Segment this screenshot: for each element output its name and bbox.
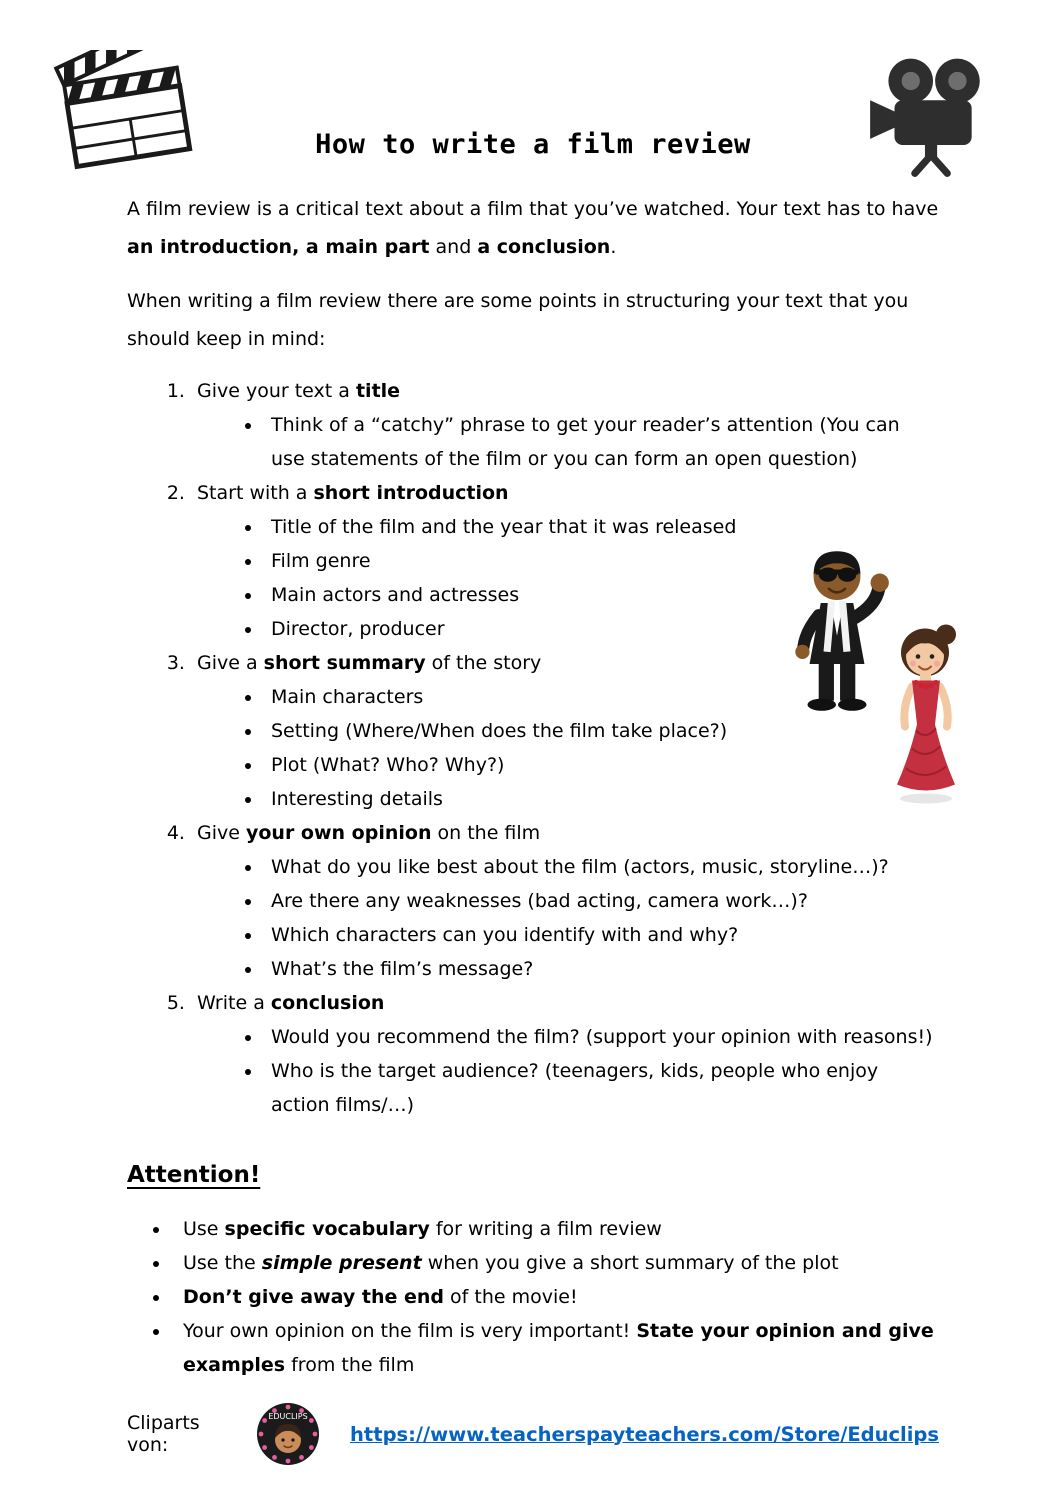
sub-bullet bbox=[263, 510, 939, 544]
structure-item-1-text: Give your text a title bbox=[197, 380, 401, 402]
attention-bullet-3 bbox=[171, 1280, 939, 1314]
sub-bullet-text: Are there any weaknesses (bad acting, camera work…)? bbox=[271, 890, 808, 912]
structure-item-4 bbox=[191, 816, 939, 986]
sub-bullet-text: What do you like best about the film (actors, music, storyline…)? bbox=[271, 856, 889, 878]
sub-bullet-text: Director, producer bbox=[271, 618, 445, 640]
attention-bullet-1 bbox=[171, 1212, 939, 1246]
attention-bullet-2 bbox=[171, 1246, 939, 1280]
attention-bullet-2-text: Use the simple present when you give a short summary of the plot bbox=[183, 1252, 839, 1274]
structure-item-5-text: Write a conclusion bbox=[197, 992, 385, 1014]
sub-bullet bbox=[263, 408, 939, 476]
structure-item-3 bbox=[191, 646, 939, 816]
sub-bullet-text: Which characters can you identify with and why? bbox=[271, 924, 739, 946]
sub-bullet-text: Setting (Where/When does the film take place?) bbox=[271, 720, 728, 742]
structure-item-5 bbox=[191, 986, 939, 1122]
educlips-logo bbox=[256, 1402, 320, 1466]
sub-bullet bbox=[263, 782, 939, 816]
sub-bullet-text: Film genre bbox=[271, 550, 371, 572]
intro-paragraph: A film review is a critical text about a film that you’ve watched. Your text has to have an introduction, a main part and a conclusion. bbox=[127, 198, 939, 258]
attention-bullet-1-text: Use specific vocabulary for writing a film review bbox=[183, 1218, 662, 1240]
structure-item-3-text: Give a short summary of the story bbox=[197, 652, 542, 674]
sub-bullet bbox=[263, 850, 939, 884]
structure-item-2 bbox=[191, 476, 939, 646]
sub-bullet-text: What’s the film’s message? bbox=[271, 958, 534, 980]
sub-bullet-text: Plot (What? Who? Why?) bbox=[271, 754, 505, 776]
sub-bullet bbox=[263, 748, 939, 782]
structure-item-1 bbox=[191, 374, 939, 476]
footer bbox=[127, 1402, 939, 1466]
sub-bullet bbox=[263, 884, 939, 918]
attention-heading: Attention! bbox=[127, 1162, 261, 1188]
sub-bullet-text: Who is the target audience? (teenagers, kids, people who enjoy action films/…) bbox=[271, 1060, 879, 1116]
attention-bullet-3-text: Don’t give away the end of the movie! bbox=[183, 1286, 578, 1308]
educlips-logo-text: EDUCLIPS bbox=[268, 1412, 308, 1421]
document-content bbox=[127, 0, 939, 1466]
page-title: How to write a film review bbox=[315, 129, 751, 160]
sub-bullet bbox=[263, 714, 939, 748]
educlips-store-link[interactable]: https://www.teacherspayteachers.com/Store/Educlips bbox=[350, 1422, 939, 1446]
sub-bullet-text: Think of a “catchy” phrase to get your reader’s attention (You can use statements of the film or you can form an open question) bbox=[271, 414, 900, 470]
sub-bullet-text: Would you recommend the film? (support your opinion with reasons!) bbox=[271, 1026, 933, 1048]
structure-item-5-sublist bbox=[197, 1020, 939, 1122]
structure-item-4-text: Give your own opinion on the film bbox=[197, 822, 541, 844]
sub-bullet bbox=[263, 918, 939, 952]
sub-bullet-text: Main actors and actresses bbox=[271, 584, 520, 606]
sub-bullet-text: Interesting details bbox=[271, 788, 443, 810]
sub-bullet bbox=[263, 1020, 939, 1054]
sub-bullet-text: Main characters bbox=[271, 686, 424, 708]
sub-bullet bbox=[263, 612, 939, 646]
sub-bullet-text: Title of the film and the year that it was released bbox=[271, 516, 737, 538]
sub-bullet bbox=[263, 680, 939, 714]
attention-list bbox=[127, 1212, 939, 1382]
structure-item-4-sublist bbox=[197, 850, 939, 986]
attention-bullet-4 bbox=[171, 1314, 939, 1382]
sub-bullet bbox=[263, 578, 939, 612]
structure-item-1-sublist bbox=[197, 408, 939, 476]
structure-item-2-text: Start with a short introduction bbox=[197, 482, 509, 504]
attention-bullet-4-text: Your own opinion on the film is very important! State your opinion and give examples from the film bbox=[183, 1320, 934, 1376]
structure-list bbox=[127, 374, 939, 1122]
structure-item-2-sublist bbox=[197, 510, 939, 646]
sub-bullet bbox=[263, 544, 939, 578]
cliparts-credit-label: Cliparts von: bbox=[127, 1412, 200, 1456]
guidelines-paragraph: When writing a film review there are some points in structuring your text that you should keep in mind: bbox=[127, 290, 909, 350]
sub-bullet bbox=[263, 1054, 939, 1122]
structure-item-3-sublist bbox=[197, 680, 939, 816]
sub-bullet bbox=[263, 952, 939, 986]
